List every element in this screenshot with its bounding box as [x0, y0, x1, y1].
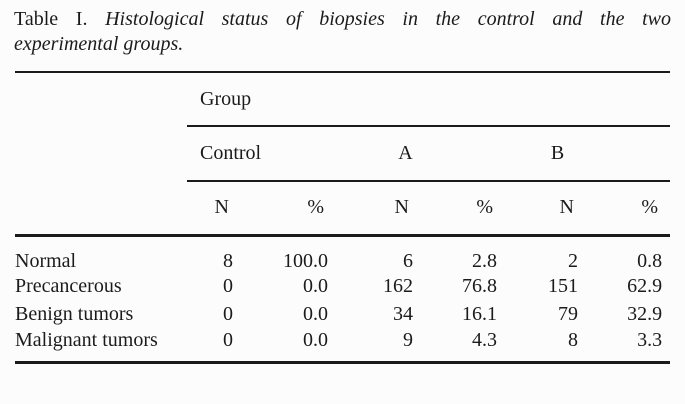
table-caption-label: Table I. — [14, 8, 88, 30]
cell-value: 0 — [223, 303, 233, 325]
cell-value: 16.1 — [462, 303, 497, 325]
table-caption-text-line1: Histological status of biopsies in the control and the two — [105, 8, 672, 30]
spacer-cell — [15, 181, 187, 235]
spacer-cell — [15, 126, 187, 181]
cell-value: 0 — [223, 275, 233, 297]
cell-value: 62.9 — [627, 275, 663, 297]
cell-value: 3.3 — [637, 328, 663, 351]
cell-value: 2.8 — [472, 249, 497, 272]
subheader-n-a: N — [336, 181, 421, 235]
cell-value: 151 — [548, 275, 578, 297]
cell-value: 0.0 — [303, 303, 328, 325]
row-label: Benign tumors — [15, 303, 134, 325]
cell-value: 32.9 — [627, 303, 663, 325]
table-row-subheaders — [15, 181, 670, 235]
cell-value: 2 — [568, 249, 578, 272]
table-caption-line1 — [14, 7, 671, 32]
table-caption — [14, 7, 671, 56]
table-row-malignant-tumors — [15, 329, 670, 363]
table-row-normal — [15, 235, 670, 273]
cell-value: 0 — [223, 328, 233, 351]
cell-value: 8 — [568, 328, 578, 351]
group-header-cell: Group — [187, 72, 670, 126]
cell-value: 100.0 — [283, 249, 328, 272]
cell-value: 0.0 — [303, 275, 328, 297]
table-row-precancerous — [15, 273, 670, 301]
subheader-n-control: N — [187, 181, 241, 235]
cell-value: 6 — [403, 249, 413, 272]
subheader-pct-control: % — [241, 181, 336, 235]
cell-value: 162 — [383, 275, 413, 297]
row-label: Normal — [15, 249, 77, 272]
histology-table — [15, 71, 670, 364]
cell-value: 34 — [393, 303, 413, 325]
cell-value: 4.3 — [472, 328, 497, 351]
row-label: Precancerous — [15, 275, 122, 297]
table-row-group-header — [15, 72, 670, 126]
cell-value: 79 — [558, 303, 578, 325]
spacer-cell — [15, 72, 187, 126]
cell-value: 8 — [223, 249, 233, 272]
table-caption-line2: experimental groups. — [14, 32, 184, 55]
group-name-a: A — [336, 126, 505, 181]
row-label: Malignant tumors — [15, 328, 158, 351]
cell-value: 0.8 — [637, 249, 663, 272]
cell-value: 0.0 — [303, 328, 328, 351]
table-row-group-names — [15, 126, 670, 181]
group-name-b: B — [505, 126, 670, 181]
subheader-pct-a: % — [421, 181, 505, 235]
table-row-benign-tumors — [15, 301, 670, 329]
group-name-control: Control — [187, 126, 336, 181]
subheader-n-b: N — [505, 181, 586, 235]
subheader-pct-b: % — [586, 181, 670, 235]
cell-value: 9 — [403, 328, 413, 351]
cell-value: 76.8 — [462, 275, 497, 297]
